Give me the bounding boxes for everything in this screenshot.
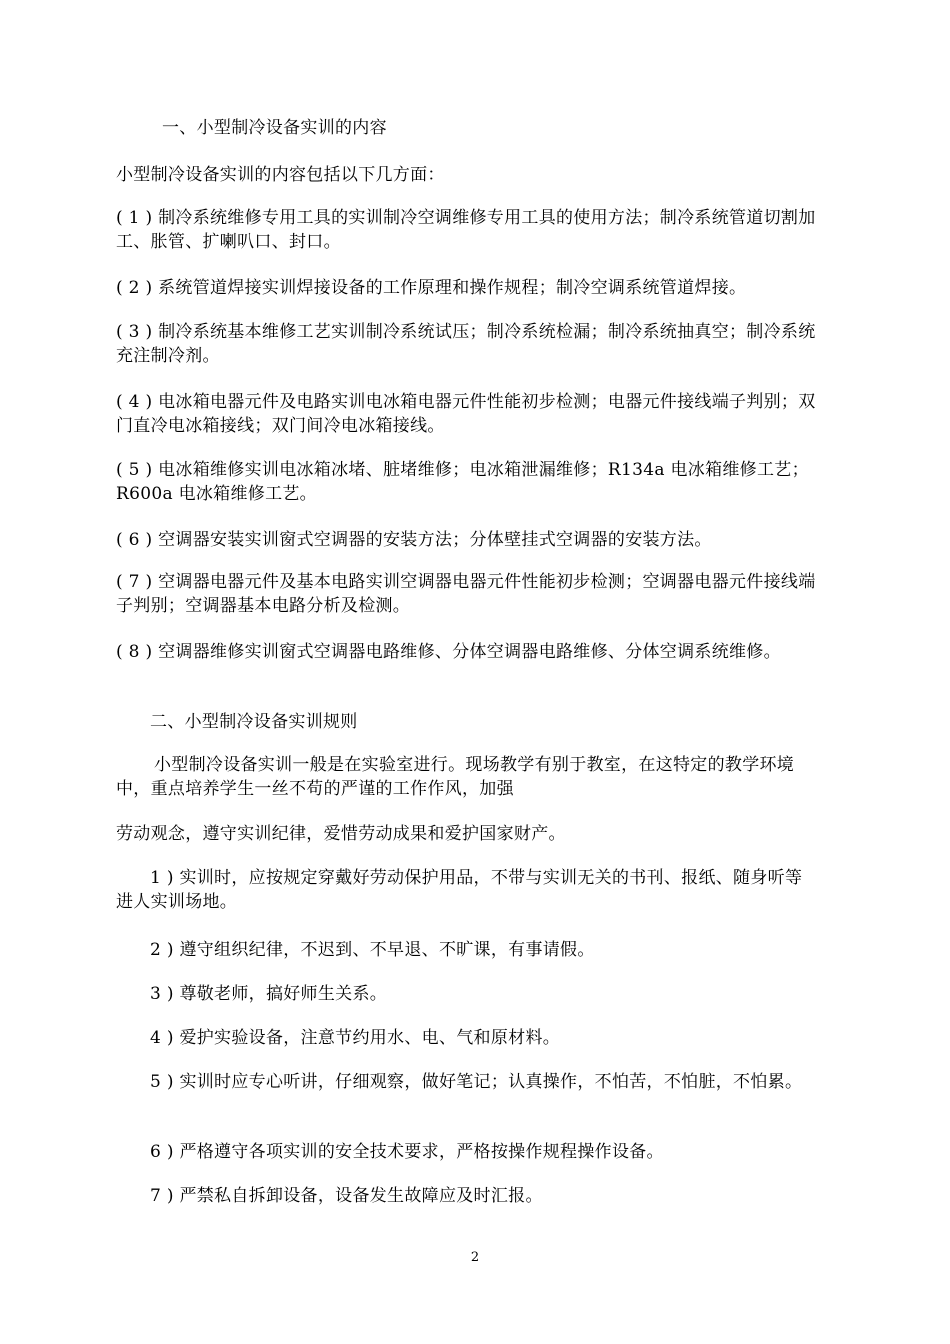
section-1-item-5: ( 5 ) 电冰箱维修实训电冰箱冰堵、脏堵维修；电冰箱泄漏维修；R134a 电冰箱维修工艺；R600a 电冰箱维修工艺。 <box>116 460 809 504</box>
section-2-paragraph-1: 小型制冷设备实训一般是在实验室进行。现场教学有别于教室，在这特定的教学环境中，重点培养学生一丝不苟的严谨的工作作风，加强 <box>116 755 795 799</box>
section-2-heading: 二、小型制冷设备实训规则 <box>150 712 358 732</box>
section-1-item-3: ( 3 ) 制冷系统基本维修工艺实训制冷系统试压；制冷系统检漏；制冷系统抽真空；制冷系统充注制冷剂。 <box>116 322 816 366</box>
rule-4: 4 ) 爱护实验设备，注意节约用水、电、气和原材料。 <box>150 1028 561 1048</box>
rule-1: 1 ) 实训时，应按规定穿戴好劳动保护用品，不带与实训无关的书刊、报纸、随身听等进人实训场地。 <box>116 868 803 912</box>
section-1-item-2: ( 2 ) 系统管道焊接实训焊接设备的工作原理和操作规程；制冷空调系统管道焊接。 <box>116 278 747 298</box>
rule-6: 6 ) 严格遵守各项实训的安全技术要求，严格按操作规程操作设备。 <box>150 1142 664 1162</box>
rule-5: 5 ) 实训时应专心听讲，仔细观察，做好笔记；认真操作，不怕苦，不怕脏，不怕累。 <box>150 1072 803 1092</box>
section-1-heading: 一、小型制冷设备实训的内容 <box>162 118 387 138</box>
section-1-item-8: ( 8 ) 空调器维修实训窗式空调器电路维修、分体空调器电路维修、分体空调系统维修。 <box>116 642 781 662</box>
section-1-item-7: ( 7 ) 空调器电器元件及基本电路实训空调器电器元件性能初步检测；空调器电器元件接线端子判别；空调器基本电路分析及检测。 <box>116 572 816 616</box>
rule-3: 3 ) 尊敬老师，搞好师生关系。 <box>150 984 388 1004</box>
section-1-item-1: ( 1 ) 制冷系统维修专用工具的实训制冷空调维修专用工具的使用方法；制冷系统管道切割加工、胀管、扩喇叭口、封口。 <box>116 208 816 252</box>
section-1-intro: 小型制冷设备实训的内容包括以下几方面： <box>116 165 445 185</box>
rule-2: 2 ) 遵守组织纪律，不迟到、不早退、不旷课，有事请假。 <box>150 940 595 960</box>
section-1-item-6: ( 6 ) 空调器安装实训窗式空调器的安装方法；分体壁挂式空调器的安装方法。 <box>116 530 712 550</box>
rule-7: 7 ) 严禁私自拆卸设备，设备发生故障应及时汇报。 <box>150 1186 543 1206</box>
section-1-item-4: ( 4 ) 电冰箱电器元件及电路实训电冰箱电器元件性能初步检测；电器元件接线端子判别；双门直冷电冰箱接线；双门间冷电冰箱接线。 <box>116 392 816 436</box>
section-2-paragraph-2: 劳动观念，遵守实训纪律，爱惜劳动成果和爱护国家财产。 <box>116 824 566 844</box>
page-number: 2 <box>470 1250 480 1265</box>
